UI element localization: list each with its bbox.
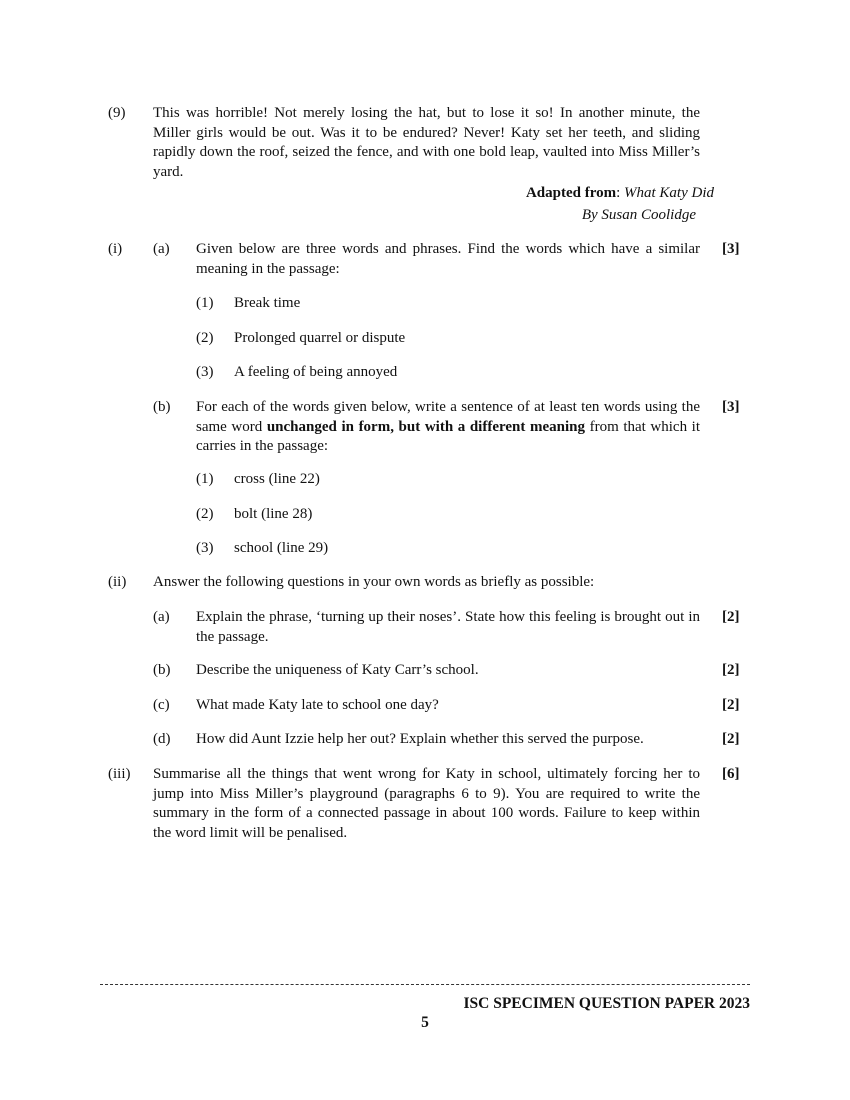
list-item-number: (1)	[196, 471, 214, 487]
marks-ii-d: [2]	[722, 731, 740, 747]
marks-ii-b: [2]	[722, 662, 740, 678]
passage-paragraph: This was horrible! Not merely losing the hat, but to lose it so! In another minute, the Miller girls would be out. Was it to be endured? Never! Katy set her teeth, and sliding rapidly down the roof, seized the fence, and with one bold leap, vaulted into Miss Miller’s yard.	[153, 105, 700, 180]
marks-ii-c: [2]	[722, 697, 740, 713]
list-item-text: school (line 29)	[234, 540, 329, 556]
marks-ii-a: [2]	[722, 609, 740, 625]
question-number-ii: (ii)	[108, 574, 127, 590]
question-i-b-text-end: from that which it carries in the passage:	[196, 418, 700, 454]
question-ii-intro: Answer the following questions in your own words as briefly as possible:	[153, 574, 595, 590]
question-number-iii: (iii)	[108, 766, 131, 782]
question-ii-c-text: What made Katy late to school one day?	[196, 697, 439, 713]
question-i-b-text	[196, 398, 700, 457]
paragraph-number: (9)	[108, 105, 126, 121]
footer-title: ISC SPECIMEN QUESTION PAPER 2023	[463, 995, 750, 1012]
list-item-number: (2)	[196, 330, 214, 346]
marks-i-a: [3]	[722, 241, 740, 257]
list-item-number: (1)	[196, 295, 214, 311]
passage-source: Adapted from: What Katy Did	[525, 185, 714, 201]
list-item-text: Prolonged quarrel or dispute	[234, 330, 406, 346]
question-iii-text: Summarise all the things that went wrong for Katy in school, ultimately forcing her to jump into Miss Miller’s playground (paragraphs 6 to 9). You are required to write the summary in the form of a connected passage in about 100 words. Failure to keep within the word limit will be penalised.	[153, 766, 700, 841]
list-item-text: bolt (line 28)	[234, 506, 313, 522]
question-ii-a-text: Explain the phrase, ‘turning up their noses’. State how this feeling is brought out in the passage.	[196, 609, 700, 645]
marks-i-b: [3]	[722, 399, 740, 415]
question-ii-b-text: Describe the uniqueness of Katy Carr’s school.	[196, 662, 479, 678]
source-title: What Katy Did	[624, 185, 714, 201]
list-item-number: (2)	[196, 506, 214, 522]
part-letter-i-b: (b)	[153, 399, 171, 415]
part-letter-ii-b: (b)	[153, 662, 171, 678]
question-i-b-text-start: For each of the words given below, write a sentence of at least ten words using the same word	[196, 399, 700, 435]
list-item-text: Break time	[234, 295, 301, 311]
page-number: 5	[421, 1014, 429, 1031]
footer-divider	[100, 984, 750, 985]
list-item-number: (3)	[196, 540, 214, 556]
part-letter-i-a: (a)	[153, 241, 170, 257]
source-label: Adapted from	[525, 185, 617, 201]
list-item-text: cross (line 22)	[234, 471, 320, 487]
list-item-number: (3)	[196, 364, 214, 380]
question-number-i: (i)	[108, 241, 123, 257]
list-item-text: A feeling of being annoyed	[234, 364, 398, 380]
part-letter-ii-a: (a)	[153, 609, 170, 625]
part-letter-ii-d: (d)	[153, 731, 171, 747]
passage-author: By Susan Coolidge	[581, 207, 696, 223]
question-ii-d-text: How did Aunt Izzie help her out? Explain whether this served the purpose.	[196, 731, 644, 747]
question-i-a-text: Given below are three words and phrases. Find the words which have a similar meaning in the passage:	[196, 241, 700, 277]
part-letter-ii-c: (c)	[153, 697, 170, 713]
question-i-b-emphasis: unchanged in form, but with a different meaning	[266, 418, 585, 435]
marks-iii: [6]	[722, 766, 740, 782]
